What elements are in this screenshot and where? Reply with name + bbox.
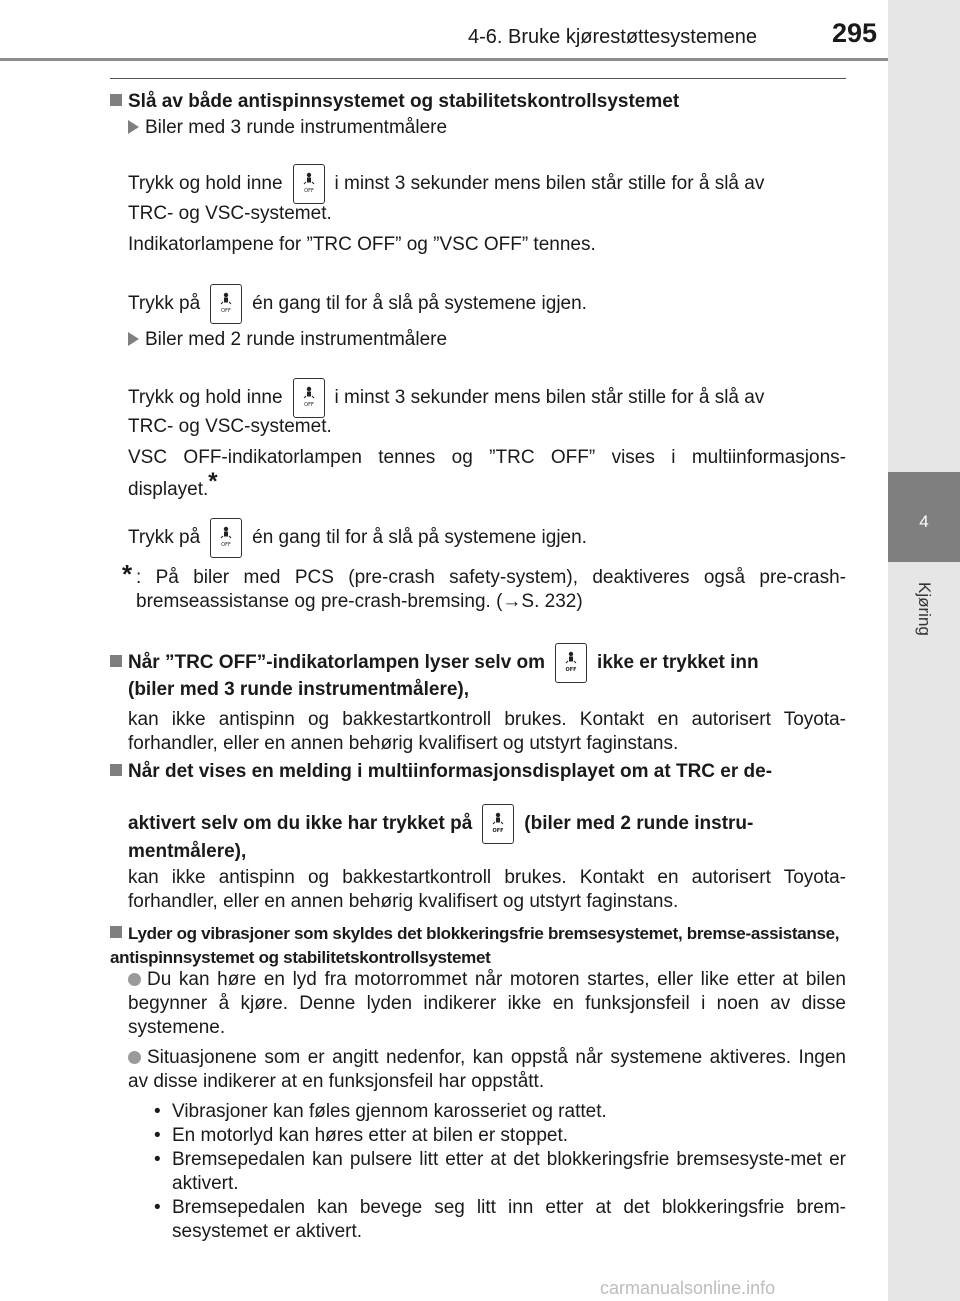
footnote-text: : På biler med PCS (pre-crash safety-system), deaktiveres også pre-crash-bremseassistanse og pre-crash-bremsing. (→S. 232) [136, 567, 846, 612]
svg-text:OFF: OFF [303, 402, 314, 408]
header-divider [0, 58, 960, 61]
dot-paragraph-1 [128, 968, 846, 1040]
instruction-line [128, 284, 846, 324]
svg-text:OFF: OFF [565, 667, 577, 673]
circle-bullet-icon [128, 973, 141, 986]
text: Situasjonene som er angitt nedenfor, kan oppstå når systemene aktiveres. Ingen av disse indikerer at en funksjonsfeil har oppstått. [128, 1047, 846, 1092]
square-bullet-icon [110, 655, 122, 667]
trc-off-button-icon [293, 164, 325, 204]
text: én gang til for å slå på systemene igjen. [252, 527, 587, 549]
square-bullet-icon [110, 764, 122, 776]
instruction-text: TRC- og VSC-systemet. [128, 203, 332, 224]
text: Trykk på [128, 527, 201, 549]
svg-text:OFF: OFF [303, 188, 314, 194]
text: Trykk og hold inne [128, 387, 283, 409]
trc-off-button-icon [210, 518, 242, 558]
section-heading-text: mentmålere), [128, 841, 247, 862]
circle-bullet-icon [128, 1051, 141, 1064]
section-heading-text: (biler med 2 runde instru- [524, 813, 754, 835]
chapter-label: Kjøring [915, 582, 934, 636]
section-heading-text: Når det vises en melding i multiinformasjonsdisplayet om at TRC er de- [128, 761, 773, 782]
text: VSC OFF-indikatorlampen tennes og ”TRC OFF” vises i multiinformasjons-displayet. [128, 447, 846, 500]
chapter-number: 4 [919, 512, 929, 531]
section-body: kan ikke antispinn og bakkestartkontroll brukes. Kontakt en autorisert Toyota-forhandler, eller en annen behørig kvalifisert og utstyrt faginstans. [128, 709, 846, 754]
subheading-text: Biler med 2 runde instrumentmålere [145, 329, 448, 350]
instruction-paragraph [128, 446, 846, 502]
chapter-tab[interactable] [888, 472, 960, 562]
text: i minst 3 sekunder mens bilen står stille for å slå av [334, 387, 765, 409]
list-item: • Vibrasjoner kan føles gjennom karosseriet og rattet. [154, 1100, 846, 1124]
subheading-3-gauges [128, 116, 447, 140]
instruction-line [128, 164, 846, 204]
subheading-2-gauges [128, 328, 447, 352]
text: i minst 3 sekunder mens bilen står stille for å slå av [334, 173, 765, 195]
triangle-bullet-icon [128, 332, 139, 346]
instruction-line [128, 378, 846, 418]
section-heading-4 [110, 922, 846, 970]
list-item: • Bremsepedalen kan bevege seg litt inn etter at det blokkeringsfrie brem-sesystemet er aktivert. [154, 1196, 846, 1244]
footnote-star: * [122, 559, 133, 589]
section-body: kan ikke antispinn og bakkestartkontroll brukes. Kontakt en autorisert Toyota-forhandler, eller en annen behørig kvalifisert og utstyrt faginstans. [128, 867, 846, 912]
text: Trykk og hold inne [128, 173, 283, 195]
section-heading-1 [110, 90, 679, 114]
trc-off-button-icon [555, 643, 587, 683]
section-heading-3 [110, 760, 772, 784]
dot-paragraph-2 [128, 1046, 846, 1094]
section-heading-2 [110, 643, 759, 683]
text: én gang til for å slå på systemene igjen. [252, 293, 587, 315]
text: Trykk på [128, 293, 201, 315]
side-tab-strip [888, 0, 960, 1301]
section-title: 4-6. Bruke kjørestøttesystemene [468, 26, 757, 48]
section-heading-line [128, 804, 846, 844]
trc-off-button-icon [482, 804, 514, 844]
square-bullet-icon [110, 94, 122, 106]
section-heading-text: (biler med 3 runde instrumentmålere), [128, 679, 470, 700]
trc-off-button-icon [293, 378, 325, 418]
instruction-text: TRC- og VSC-systemet. [128, 416, 332, 437]
section-heading-text: aktivert selv om du ikke har trykket på [128, 813, 473, 835]
text: Du kan høre en lyd fra motorrommet når motoren startes, eller like etter at bilen begynner å kjøre. Denne lyden indikerer ikke en funksjonsfeil i noen av disse systemene. [128, 969, 846, 1038]
svg-text:OFF: OFF [492, 828, 504, 834]
content-divider [110, 78, 846, 79]
trc-off-button-icon [210, 284, 242, 324]
page-header [0, 0, 960, 60]
instruction-line [128, 518, 846, 558]
svg-text:OFF: OFF [221, 542, 231, 548]
instruction-text: Indikatorlampene for ”TRC OFF” og ”VSC OFF” tennes. [128, 234, 596, 255]
triangle-bullet-icon [128, 120, 139, 134]
page-number: 295 [832, 18, 878, 48]
list-item: • Bremsepedalen kan pulsere litt etter at det blokkeringsfrie bremsesyste-met er aktivert. [154, 1148, 846, 1196]
bullet-list [154, 1100, 846, 1244]
svg-text:OFF: OFF [221, 308, 231, 314]
section-heading-text: Når ”TRC OFF”-indikatorlampen lyser selv om [128, 652, 546, 674]
subheading-text: Biler med 3 runde instrumentmålere [145, 117, 448, 138]
list-item: • En motorlyd kan høres etter at bilen er stoppet. [154, 1124, 846, 1148]
watermark: carmanualsonline.info [600, 1278, 776, 1298]
footnote-marker: * [208, 468, 218, 495]
section-heading-text: ikke er trykket inn [597, 652, 759, 674]
section-heading-text: Lyder og vibrasjoner som skyldes det blokkeringsfrie bremsesystemet, bremse-assistanse, antispinnsystemet og stabilitetskontrollsystemet [110, 924, 840, 967]
section-heading-text: Slå av både antispinnsystemet og stabilitetskontrollsystemet [128, 91, 680, 112]
square-bullet-icon [110, 926, 122, 938]
